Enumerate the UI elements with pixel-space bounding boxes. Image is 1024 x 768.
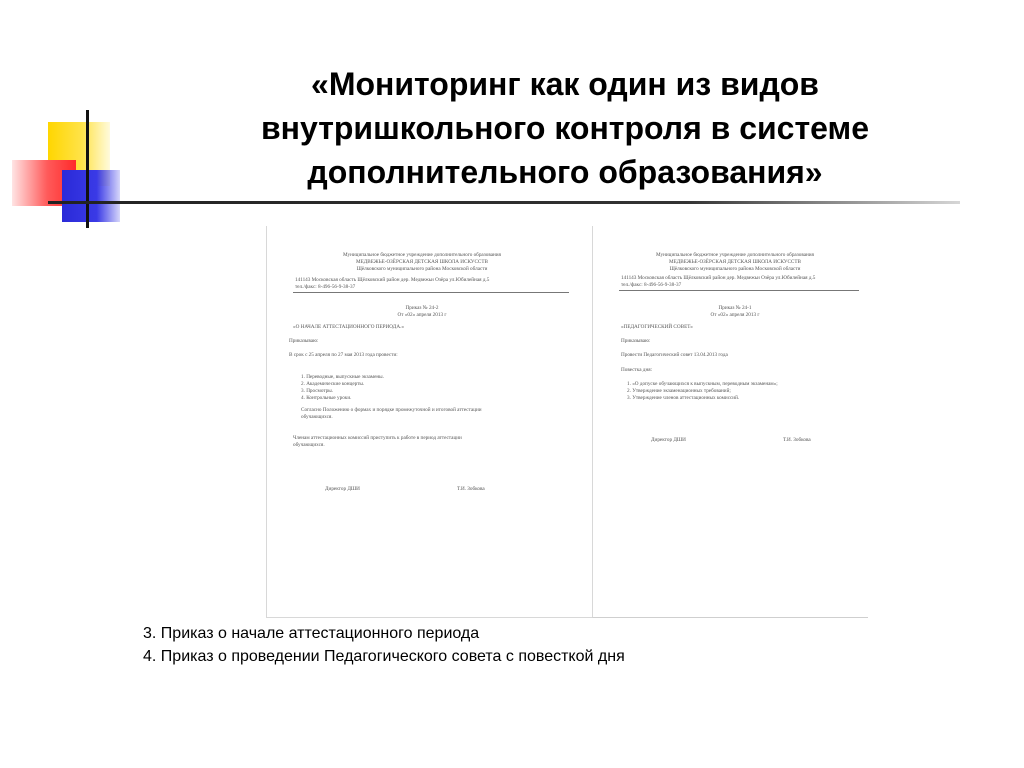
header-line: Муниципальное бюджетное учреждение дополнительного образования <box>343 252 501 258</box>
signatory-title: Директор ДШИ <box>325 486 360 492</box>
list-item: 4. Контрольные уроки. <box>301 395 352 401</box>
address-line: тел./факс: 8-496-56-9-38-37 <box>621 282 682 288</box>
signatory-name: Т.И. Зобкова <box>457 486 485 492</box>
header-rule <box>619 290 859 291</box>
header-line: Щёлковского муниципального района Московской области <box>669 266 801 272</box>
document-header <box>287 252 557 273</box>
decorative-logo <box>0 0 180 240</box>
order-date: От «02» апреля 2013 г <box>397 312 447 318</box>
address-line: 141143 Московская область Щёлковский район дер. Медвежьи Озёра ул.Юбилейная д.5 <box>621 275 816 281</box>
order-intro: В срок с 25 апреля по 27 мая 2013 года провести: <box>289 352 398 358</box>
address-line: 141143 Московская область Щёлковский район дер. Медвежьи Озёра ул.Юбилейная д.5 <box>295 277 490 283</box>
blue-square <box>62 170 120 222</box>
list-item: 2. Академические концерты. <box>301 381 365 387</box>
header-line: МЕДВЕЖЬЕ-ОЗЁРСКАЯ ДЕТСКАЯ ШКОЛА ИСКУССТВ <box>668 259 802 265</box>
caption-line: 4. Приказ о проведении Педагогического совета с повесткой дня <box>143 648 625 665</box>
header-rule <box>293 292 569 293</box>
paragraph-line: обучающихся. <box>293 442 325 448</box>
slide-title: «Мониторинг как один из видов внутришкольного контроля в системе дополнительного образования» <box>261 66 869 190</box>
paragraph-line: обучающихся. <box>301 414 333 420</box>
list-item: 2. Утверждение экзаменационных требований; <box>627 388 731 394</box>
order-paragraph <box>293 435 462 449</box>
document-address <box>621 275 815 289</box>
order-items-list <box>301 374 384 402</box>
list-item: 3. Утверждение членов аттестационных комиссий. <box>627 395 740 401</box>
agenda-items-list <box>627 381 778 402</box>
order-number: Приказ № 24-1 <box>718 305 752 311</box>
header-line: МЕДВЕЖЬЕ-ОЗЁРСКАЯ ДЕТСКАЯ ШКОЛА ИСКУССТВ <box>355 259 489 265</box>
document-order-24-1 <box>592 226 868 618</box>
list-item: 3. Просмотры. <box>301 388 334 394</box>
address-line: тел./факс: 8-496-56-9-38-37 <box>295 284 356 290</box>
order-paragraph <box>301 407 482 421</box>
slide-captions <box>143 622 903 668</box>
vertical-divider <box>86 110 89 228</box>
order-date: От «02» апреля 2013 г <box>710 312 760 318</box>
caption-line: 3. Приказ о начале аттестационного периода <box>143 625 480 642</box>
horizontal-divider <box>48 201 960 204</box>
signatory-name: Т.И. Зобкова <box>783 437 811 443</box>
list-item: 1. «О допуске обучающихся к выпускным, переводным экзаменам»; <box>627 381 778 387</box>
order-subject: «ПЕДАГОГИЧЕСКИЙ СОВЕТ» <box>621 324 693 330</box>
order-heading <box>287 305 557 319</box>
signatory-title: Директор ДШИ <box>651 437 686 443</box>
order-intro: Провести Педагогический совет 13.04.2013 года <box>621 352 728 358</box>
header-line: Муниципальное бюджетное учреждение дополнительного образования <box>656 252 814 258</box>
list-item: 1. Переводные, выпускные экзамены. <box>301 374 384 380</box>
document-order-24-2 <box>266 226 592 618</box>
agenda-label: Повестка дня: <box>621 367 653 373</box>
order-directive: Приказываю: <box>621 338 651 344</box>
paragraph-line: Согласно Положению о формах и порядке промежуточной и итоговой аттестации <box>301 407 482 413</box>
document-header <box>607 252 863 273</box>
document-address <box>295 277 489 291</box>
order-subject: «О НАЧАЛЕ АТТЕСТАЦИОННОГО ПЕРИОДА.» <box>293 324 404 330</box>
header-line: Щёлковского муниципального района Московской области <box>356 266 488 272</box>
order-heading <box>607 305 863 319</box>
order-number: Приказ № 24-2 <box>405 305 439 311</box>
order-directive: Приказываю: <box>289 338 319 344</box>
paragraph-line: Членам аттестационных комиссий приступить к работе в период аттестации <box>293 435 462 441</box>
